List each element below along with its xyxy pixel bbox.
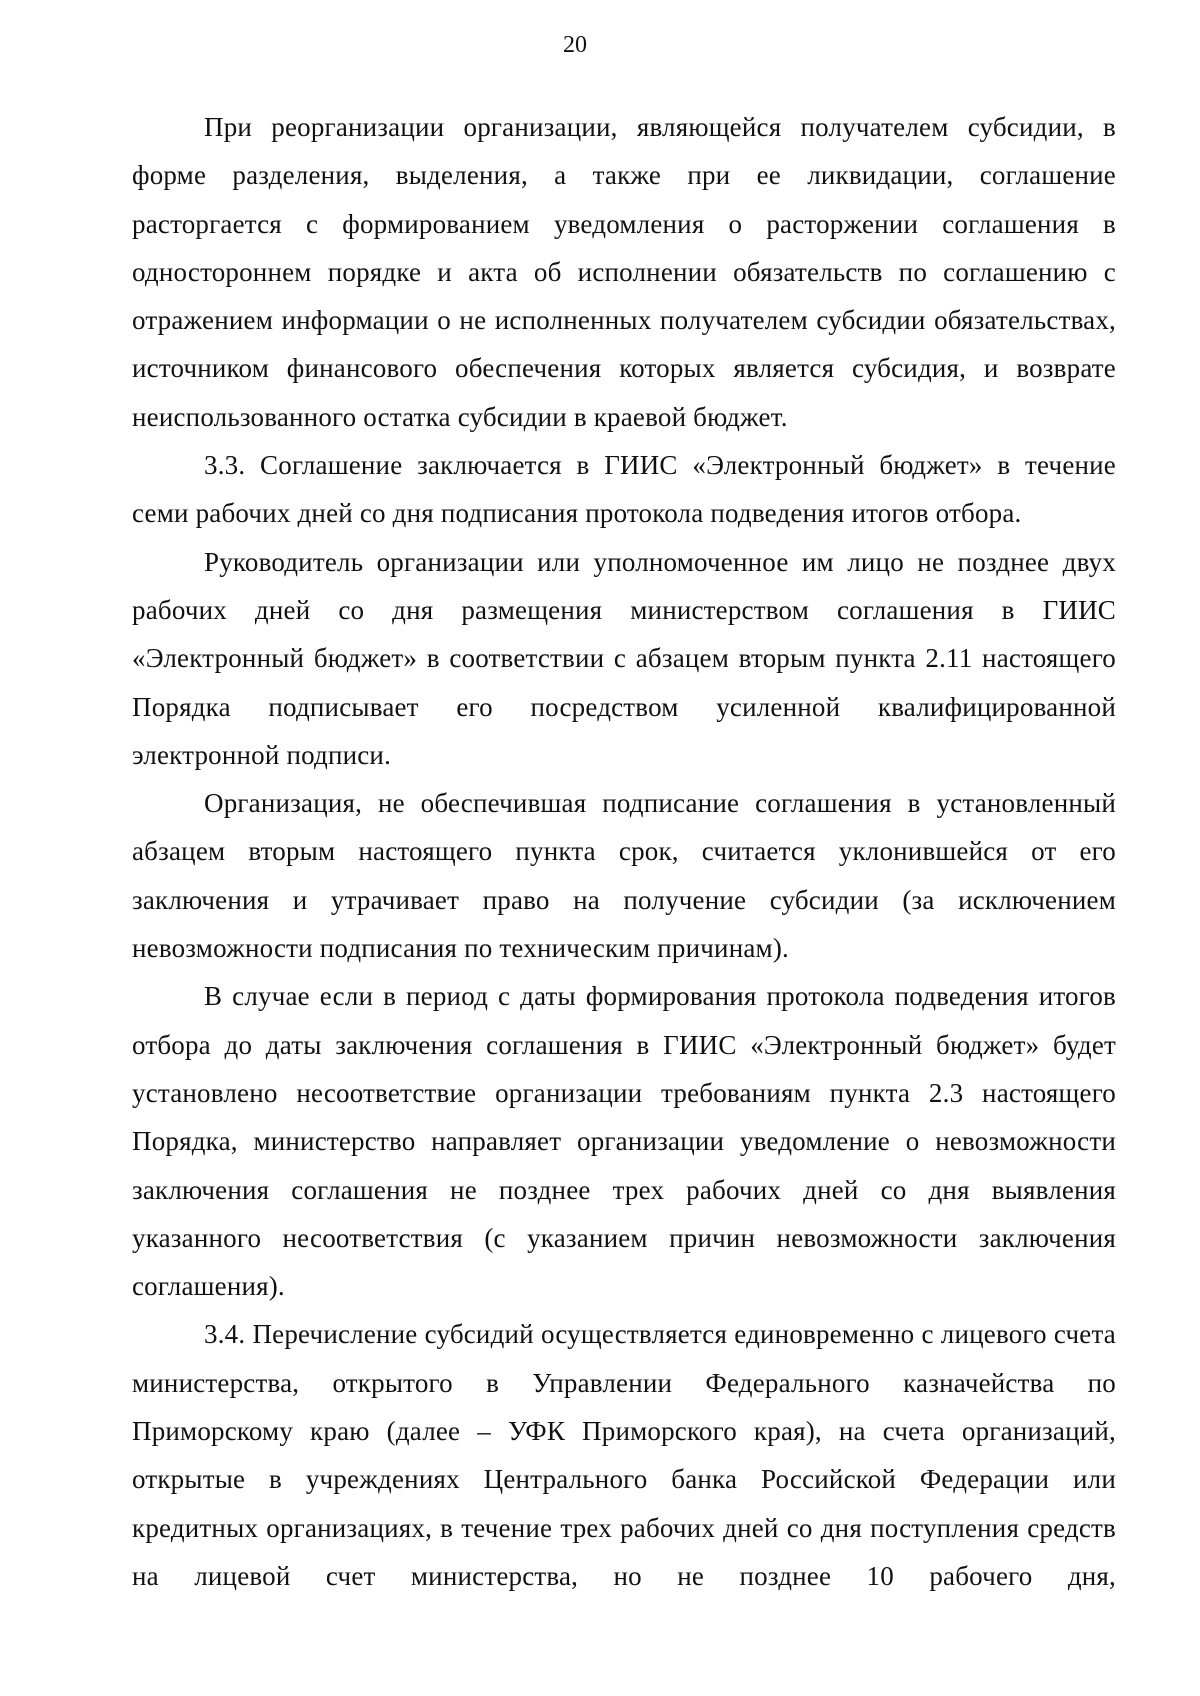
paragraph-signing: Руководитель организации или уполномоченное им лицо не позднее двух рабочих дней со дня размещения министерством соглашения в ГИИС «Электронный бюджет» в соответствии с абзацем вторым пункта 2.11 настоящего Порядка подписывает его посредством усиленной квалифицированной электронной подписи. <box>132 546 1116 770</box>
paragraph-3-4: 3.4. Перечисление субсидий осуществляется единовременно с лицевого счета министерства, открытого в Управлении Федерального казначейства по Приморскому краю (далее – УФК Приморского края), на счета организаций, открытые в учреждениях Центрального банка Российской Федерации или кредитных организациях, в течение трех рабочих дней со дня поступления средств на лицевой счет министерства, но не позднее 10 рабочего дня, <box>132 1319 1116 1591</box>
page-number: 20 <box>563 32 587 58</box>
paragraph-3-3: 3.3. Соглашение заключается в ГИИС «Электронный бюджет» в течение семи рабочих дней со дня подписания протокола подведения итогов отбора. <box>132 450 1116 529</box>
paragraph-noncompliance: В случае если в период с даты формирования протокола подведения итогов отбора до даты заключения соглашения в ГИИС «Электронный бюджет» будет установлено несоответствие организации требованиям пункта 2.3 настоящего Порядка, министерство направляет организации уведомление о невозможности заключения соглашения не позднее трех рабочих дней со дня выявления указанного несоответствия (с указанием причин невозможности заключения соглашения). <box>132 981 1116 1302</box>
paragraph-reorganization: При реорганизации организации, являющейся получателем субсидии, в форме разделения, выделения, а также при ее ликвидации, соглашение расторгается с формированием уведомления о расторжении соглашения в одностороннем порядке и акта об исполнении обязательств по соглашению с отражением информации о не исполненных получателем субсидии обязательствах, источником финансового обеспечения которых является субсидия, и возврате неиспользованного остатка субсидии в краевой бюджет. <box>132 112 1116 432</box>
paragraph-evasion: Организация, не обеспечившая подписание соглашения в установленный абзацем вторым настоящего пункта срок, считается уклонившейся от его заключения и утрачивает право на получение субсидии (за исключением невозможности подписания по техническим причинам). <box>132 788 1116 964</box>
document-body <box>132 103 1116 1600</box>
